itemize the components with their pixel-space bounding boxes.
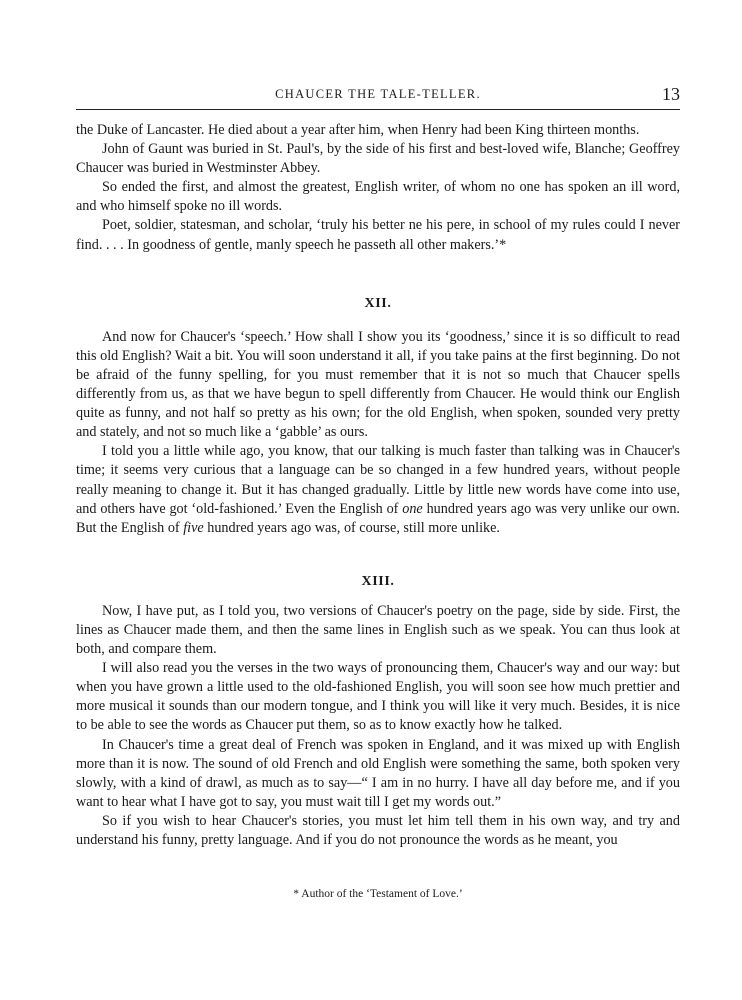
text-run: hundred years ago was very unlike our own. But the English of (76, 500, 680, 536)
paragraph: the Duke of Lancaster. He died about a year after him, when Henry had been King thirteen months. (76, 122, 640, 138)
section-heading-xii: XII. (364, 295, 392, 311)
paragraph: I will also read you the verses in the two ways of pronouncing them, Chaucer's way and our way: but when you have grown a little used to the old-fashioned English, you will soon see how much prettier and more musical it sounds than our modern tongue, and I think you will like it very much. Besides, it is nice to be able to see the words as Chaucer put them, so as to know exactly how he talked. (76, 660, 680, 734)
paragraph (76, 442, 680, 537)
section-heading-xiii: XIII. (361, 573, 395, 589)
page-header (76, 84, 680, 108)
page-number: 13 (662, 84, 680, 104)
paragraph: In Chaucer's time a great deal of French was spoken in England, and it was mixed up with English more than it is now. The sound of old French and old English were something the same, both spoken very slowly, with a kind of drawl, as much as to say—“ I am in no hurry. I have all day before me, and if you want to hear what I have got to say, you must wait till I get my words out.” (76, 736, 680, 810)
paragraph: So ended the first, and almost the greatest, English writer, of whom no one has spoken an ill word, and who himself spoke no ill words. (76, 179, 680, 215)
paragraph: John of Gaunt was buried in St. Paul's, by the side of his first and best-loved wife, Blanche; Geoffrey Chaucer was buried in Westminster Abbey. (76, 141, 680, 177)
emphasis: one (402, 500, 423, 517)
text-run: hundred years ago was, of course, still more unlike. (203, 519, 500, 536)
running-title: CHAUCER THE TALE-TELLER. (275, 87, 481, 101)
text-run: I told you a little while ago, you know, that our talking is much faster than talking was in Chaucer's time; it seems very curious that a language can be so changed in a few hundred years, without people really meaning to change it. But it has changed gradually. Little by little new words have come into use, and others have got ‘old-fashioned.’ Even the English of (76, 443, 680, 517)
page-body (76, 121, 680, 850)
header-rule (76, 109, 680, 110)
paragraph: Poet, soldier, statesman, and scholar, ‘truly his better ne his pere, in school of my rules could I never find. . . . In goodness of gentle, manly speech he passeth all other makers.’* (76, 217, 680, 253)
paragraph: So if you wish to hear Chaucer's stories, you must let him tell them in his own way, and try and understand his funny, pretty language. And if you do not pronounce the words as he meant, you (76, 812, 680, 848)
paragraph: Now, I have put, as I told you, two versions of Chaucer's poetry on the page, side by side. First, the lines as Chaucer made them, and then the same lines in English such as we speak. You can thus look at both, and compare them. (76, 602, 680, 658)
paragraph: And now for Chaucer's ‘speech.’ How shall I show you its ‘goodness,’ since it is so difficult to read this old English? Wait a bit. You will soon understand it all, if you take pains at the first beginning. Do not be afraid of the funny spelling, for you must remember that it is not so much that Chaucer spells differently from us, as that we have begun to spell differently from Chaucer. He would think our English quite as funny, and not half so pretty as his own; for the old English, when spoken, sounded very pretty and stately, and not so much like a ‘gabble’ as ours. (76, 328, 680, 441)
footnote: * Author of the ‘Testament of Love.’ (293, 888, 463, 900)
emphasis: five (183, 519, 204, 536)
